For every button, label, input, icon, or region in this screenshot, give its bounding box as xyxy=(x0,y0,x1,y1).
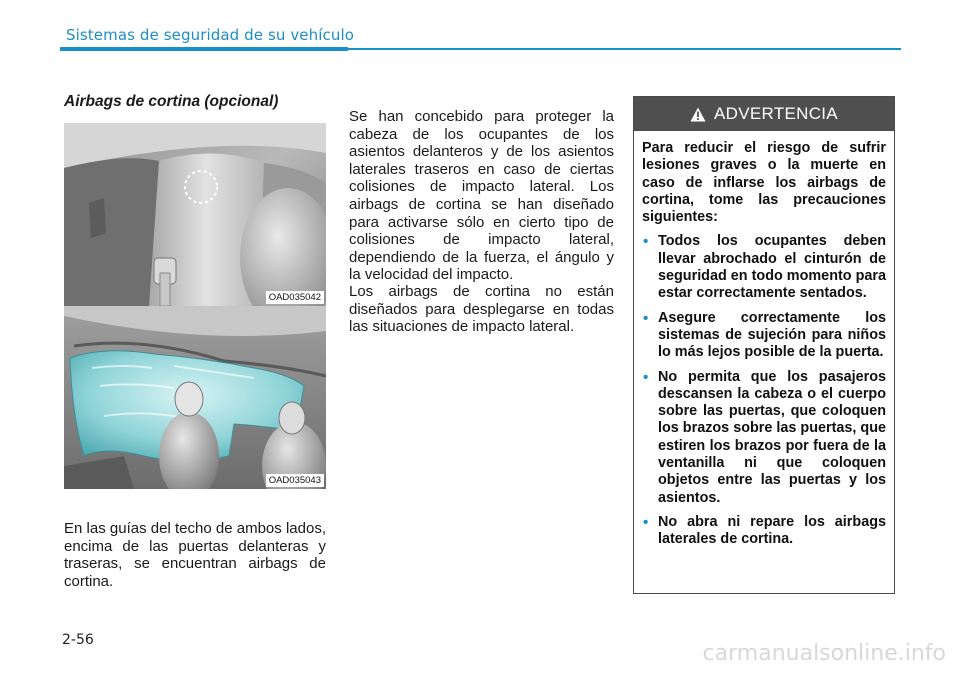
warning-body xyxy=(634,131,894,549)
header-rule xyxy=(348,48,901,50)
figure-code-label: OAD035042 xyxy=(266,291,324,304)
page-number: 2-56 xyxy=(62,632,94,648)
bullet-icon: • xyxy=(643,513,649,531)
warning-triangle-icon xyxy=(690,107,706,122)
warning-item-text: No abra ni repare los airbags laterales de cortina. xyxy=(658,513,886,548)
curtain-airbag-illustration xyxy=(64,306,326,489)
paragraph-curtain-location: En las guías del techo de ambos lados, encima de las puertas delanteras y traseras, se encuentran airbags de cortina. xyxy=(64,520,326,590)
warning-item xyxy=(642,514,886,549)
figure-seatbelt-airbag-marker xyxy=(64,123,326,306)
warning-item-text: Todos los ocupantes deben llevar abrochado el cinturón de seguridad en todo momento para estar correctamente sentados. xyxy=(658,233,886,302)
warning-item xyxy=(642,369,886,507)
warning-item-text: No permita que los pasajeros descansen la cabeza o el cuerpo sobre las puertas, que coloquen los brazos sobre las puertas, que estiren los brazos por fuera de la ventanilla ni que coloquen objetos entre las puertas y los asientos. xyxy=(658,368,886,506)
section-heading: Airbags de cortina (opcional) xyxy=(64,93,279,110)
warning-item xyxy=(642,310,886,362)
paragraph-curtain-limitations: Los airbags de cortina no están diseñados para desplegarse en todas las situaciones de impacto lateral. xyxy=(349,283,614,336)
bullet-icon: • xyxy=(643,309,649,327)
warning-item xyxy=(642,233,886,302)
watermark: carmanualsonline.info xyxy=(702,641,946,666)
header-rule-accent xyxy=(60,47,348,51)
warning-box xyxy=(633,96,895,594)
paragraph-curtain-purpose: Se han concebido para proteger la cabeza de los ocupantes de los asientos delanteros y de los asientos laterales traseros en caso de ciertas colisiones de impacto lateral. Los airbags de cortina se han diseñado para activarse sólo en cierto tipo de colisiones de impacto lateral, dependiendo de la fuerza, el ángulo y la velocidad del impacto. xyxy=(349,108,614,284)
bullet-icon: • xyxy=(643,368,649,386)
figure-deployed-curtain-airbag xyxy=(64,306,326,489)
header-title: Sistemas de seguridad de su vehículo xyxy=(66,26,355,44)
figure-code-label: OAD035043 xyxy=(266,474,324,487)
bullet-icon: • xyxy=(643,233,649,251)
warning-intro: Para reducir el riesgo de sufrir lesiones graves o la muerte en caso de inflarse los airbags de cortina, tome las precauciones siguientes: xyxy=(642,140,886,226)
warning-header xyxy=(634,97,894,131)
seatbelt-airbag-illustration xyxy=(64,123,326,306)
warning-item-text: Asegure correctamente los sistemas de sujeción para niños lo más lejos posible de la puerta. xyxy=(658,309,886,361)
warning-title: ADVERTENCIA xyxy=(714,104,838,123)
